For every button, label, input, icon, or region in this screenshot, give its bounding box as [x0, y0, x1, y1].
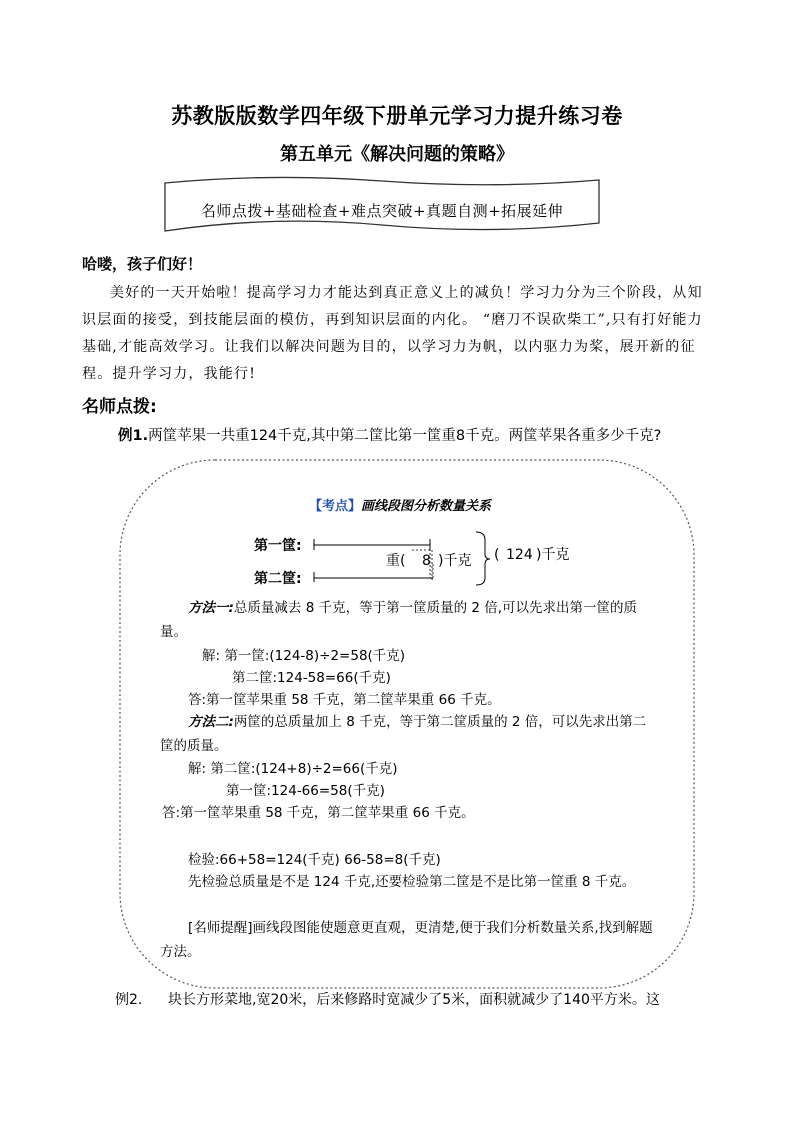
total-value: 124	[506, 547, 533, 563]
method-2-solve-2: 第一筐:124-66=58(千克)	[226, 783, 385, 799]
example-2-text: 块长方形菜地,宽20米，后来修路时宽减少了5米，面积就减少了140平方米。这	[168, 992, 660, 1008]
method-2-text: 两筐的总质量加上 8 千克，等于第二筐质量的 2 倍，可以先求出第二筐的质量。	[160, 714, 647, 754]
intro-paragraph: 美好的一天开始啦！提高学习力才能达到真正意义上的减负！学习力分为三个阶段，从知识层面的接受，到技能层面的模仿，再到知识层面的内化。 “磨刀不误砍柴工”,只有打好能力基础,才能高效学习。让我们以解决问题为目的，以学习力为帆，以内驱力为桨，展开新的征程。提升学习力，我能行!	[82, 285, 703, 382]
basket1-label: 第一筐:	[254, 538, 302, 554]
unit-subtitle: 第五单元《解决问题的策略》	[280, 144, 514, 165]
diff-box	[410, 548, 440, 584]
method-1-answer: 答:第一筐苹果重 58 千克，第二筐苹果重 66 千克。	[188, 692, 501, 708]
page-title: 苏教版版数学四年级下册单元学习力提升练习卷	[171, 104, 623, 128]
check-calc: 检验:66+58=124(千克) 66-58=8(千克)	[188, 852, 441, 868]
total-brace	[476, 532, 490, 585]
example-1-text: 两筐苹果一共重124千克,其中第二筐比第一筐重8千克。两筐苹果各重多少千克?	[148, 428, 662, 444]
diff-value: 8	[422, 553, 431, 569]
method-1-label: 方法一:	[188, 600, 234, 616]
example-1-label: 例1.	[118, 428, 149, 444]
teacher-tip: [名师提醒]画线段图能使题意更直观，更清楚,便于我们分析数量关系,找到解题方法。	[160, 920, 653, 960]
example-2-label: 例2.	[115, 992, 143, 1008]
key-point-bracket: 【考点】	[308, 499, 361, 514]
diff-prefix: 重(	[386, 553, 406, 569]
greeting: 哈喽，孩子们好！	[82, 255, 203, 273]
example-2	[115, 989, 660, 1009]
total-suffix: )千克	[536, 547, 570, 563]
total-prefix: (	[494, 547, 500, 563]
method-2-label: 方法二:	[188, 714, 234, 730]
method-2-solve-1: 解: 第二筐:(124+8)÷2=66(千克)	[188, 761, 398, 777]
diff-suffix: )千克	[438, 553, 472, 569]
banner-text: 名师点拨+基础检查+难点突破+真题自测+拓展延伸	[200, 202, 564, 220]
method-2	[160, 710, 658, 758]
key-point	[120, 495, 680, 514]
section-title: 名师点拨:	[82, 397, 157, 417]
basket2-label: 第二筐:	[254, 571, 302, 587]
key-point-text: 画线段图分析数量关系	[361, 499, 492, 514]
method-1-text: 总质量减去 8 千克，等于第一筐质量的 2 倍,可以先求出第一筐的质量。	[160, 600, 638, 640]
method-1	[160, 596, 658, 644]
segment-diagram	[250, 526, 630, 592]
check-text: 先检验总质量是不是 124 千克,还要检验第二筐是不是比第一筐重 8 千克。	[188, 874, 636, 890]
method-1-solve-2: 第二筐:124-58=66(千克)	[232, 670, 391, 686]
method-2-answer: 答:第一筐苹果重 58 千克，第二筐苹果重 66 千克。	[162, 805, 475, 821]
method-1-solve-1: 解: 第一筐:(124-8)÷2=58(千克)	[202, 648, 406, 664]
example-1	[118, 424, 661, 445]
